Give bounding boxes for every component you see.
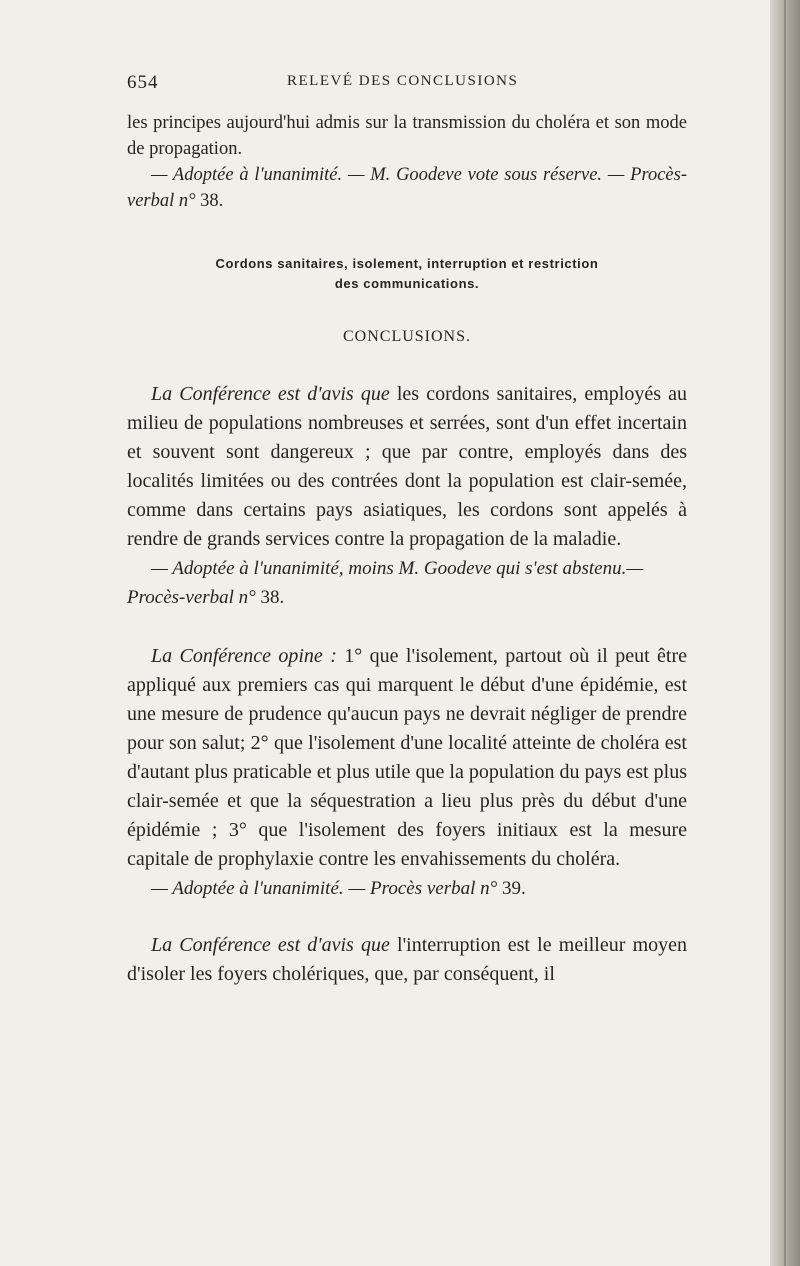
conclusion-2-adoption: — Adoptée à l'unanimité. — Procès verbal n° 39. <box>151 878 526 899</box>
conclusion-2-adoption-text: — Adoptée à l'unanimité. — Procès verbal <box>151 878 476 899</box>
page-number: 654 <box>127 72 159 93</box>
adoption-note-top: — Adoptée à l'unanimité. — M. Goodeve vote sous réserve. — Procès-verbal n° 38. <box>127 165 688 211</box>
page-content <box>127 110 687 989</box>
running-head: RELEVÉ DES CONCLUSIONS <box>287 73 519 89</box>
conclusion-1-adoption-text: — Adoptée à l'unanimité, moins M. Goodeve qui s'est abstenu.— <box>151 558 644 579</box>
conclusion-1-pv-text: Procès-verbal <box>127 587 234 608</box>
conclusion-paragraph-1 <box>127 380 687 554</box>
conclusion-1-body: les cordons sanitaires, employés au milieu de populations nombreuses et serrées, sont d'un effet incertain et souvent sont dangereux ; que par contre, employés dans des localités limitées ou des contrées dont la population est clair-semée, comme dans certains pays asiatiques, les cordons sont appelés à rendre de grands services contre la propagation de la maladie. <box>127 383 688 550</box>
conclusion-1-pv-ref: 38. <box>260 587 285 608</box>
conclusion-1-adoption <box>127 554 687 583</box>
page-binding-line <box>784 0 786 1266</box>
adoption-note-top-a: — Adoptée à l'unanimité. — M. Goodeve vote sous réserve. — <box>151 165 625 185</box>
conclusion-3-body: l'interruption est le meilleur moyen d'isoler les foyers cholériques, que, par conséquent, il <box>127 934 688 985</box>
conclusion-paragraph-3 <box>127 931 687 989</box>
conclusion-paragraph-2 <box>127 642 687 874</box>
subject-heading <box>127 254 687 294</box>
continued-paragraph <box>127 110 687 162</box>
conclusion-2-pv-ref: 39. <box>501 878 526 899</box>
conclusion-2-body: 1° que l'isolement, partout où il peut être appliqué aux premiers cas qui marquent le début d'une épidémie, est une mesure de prudence qu'aucun pays ne devrait négliger de prendre pour son salut; 2° que l'isolement d'une localité atteinte de choléra est d'autant plus praticable et plus utile que la population du pays est plus clair-semée et que la séquestration a lieu plus près du début d'une épidémie ; 3° que l'isolement des foyers initiaux est la mesure capitale de prophylaxie contre les envahissements du choléra. <box>127 645 688 870</box>
subject-heading-line1: Cordons sanitaires, isolement, interruption et restriction <box>215 256 599 271</box>
adoption-note-top-ref: 38. <box>200 191 224 211</box>
adoption-note-top-b: Procès-verbal <box>127 165 688 211</box>
section-title: CONCLUSIONS. <box>342 328 471 345</box>
conclusion-1-pv: Procès-verbal n° 38. <box>127 587 285 608</box>
conclusion-1-lead: La Conférence est d'avis que <box>151 383 390 405</box>
conclusion-2-lead: La Conférence opine : <box>151 645 337 667</box>
subject-heading-line2: des communications. <box>334 276 480 291</box>
continued-paragraph-text: les principes aujourd'hui admis sur la transmission du choléra et son mode de propagation. <box>127 113 687 159</box>
page-header <box>127 72 687 96</box>
conclusion-3-lead: La Conférence est d'avis que <box>151 934 390 956</box>
